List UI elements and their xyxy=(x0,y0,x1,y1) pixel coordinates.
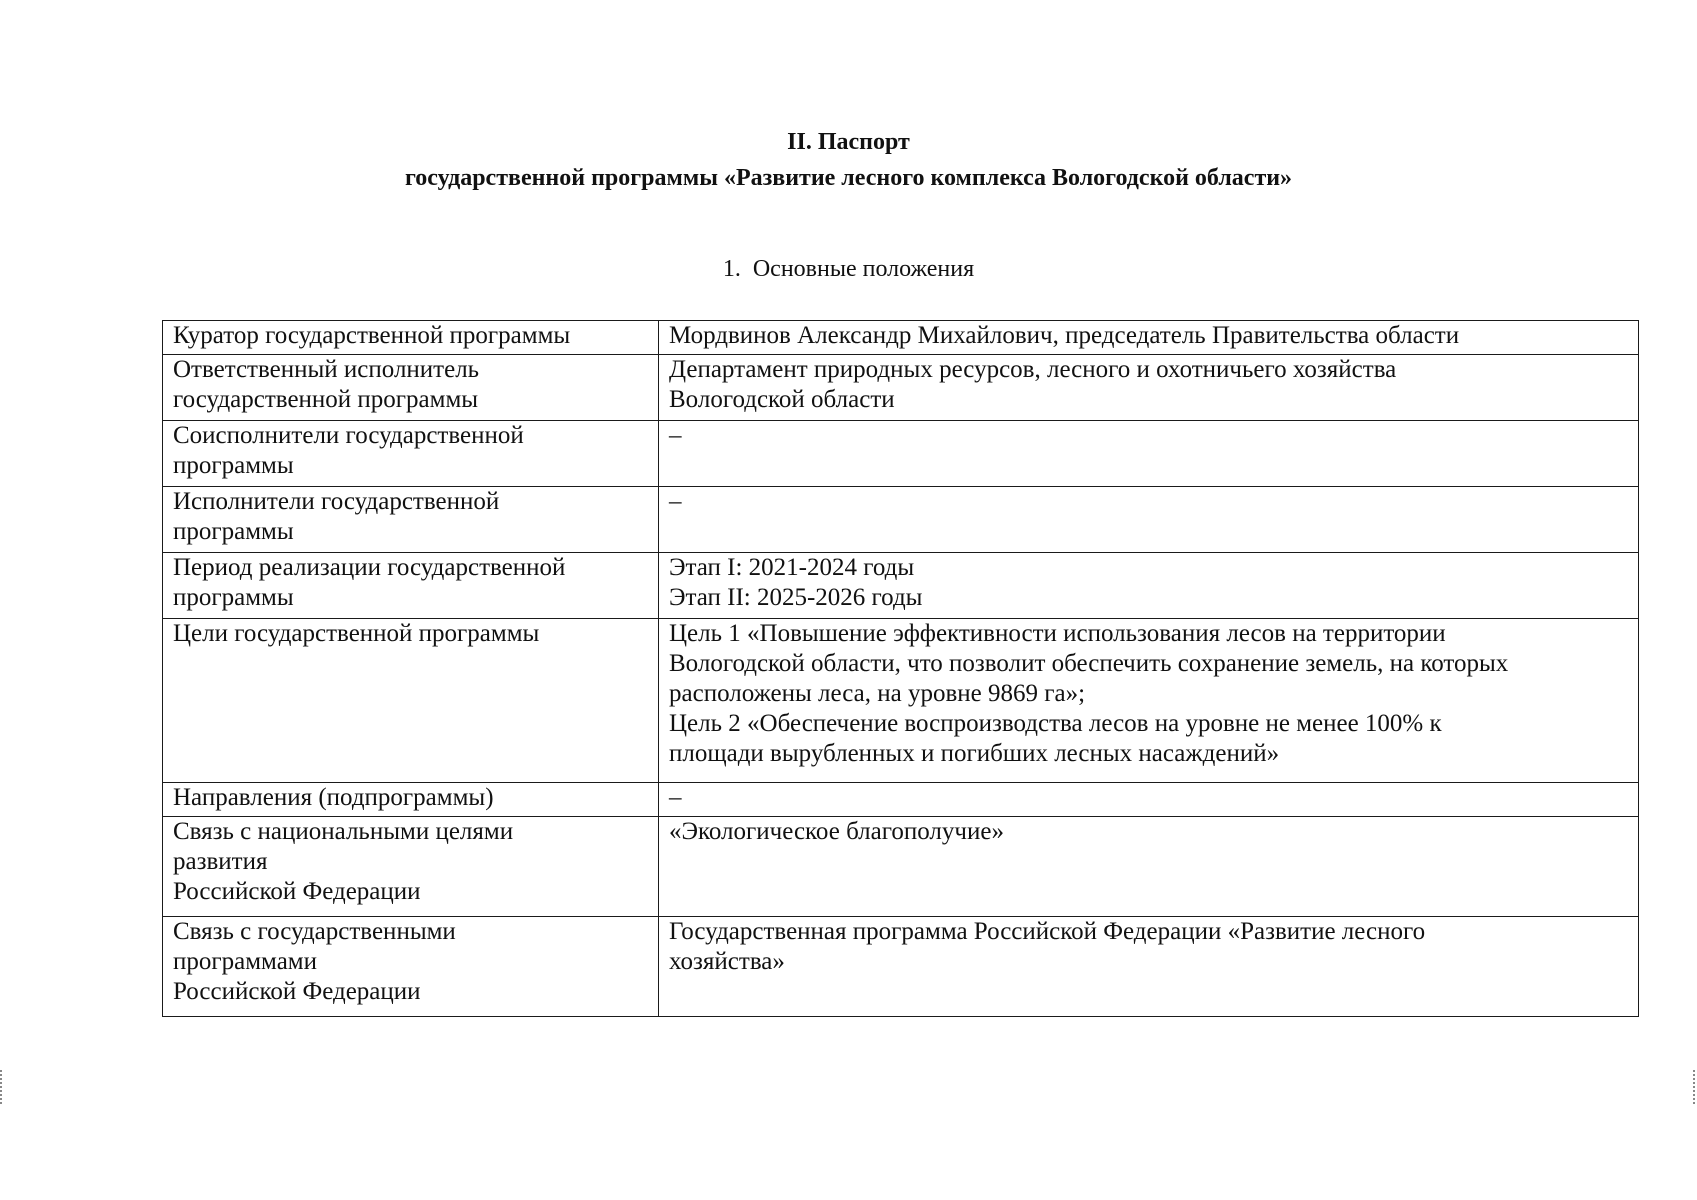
table-row xyxy=(163,783,1639,817)
table-row xyxy=(163,487,1639,553)
row-label-cell xyxy=(163,487,659,553)
row-label-line: Связь с государственными xyxy=(173,918,456,945)
table-row xyxy=(163,917,1639,1017)
section-number: 1. xyxy=(722,256,741,282)
title-line-1: II. Паспорт xyxy=(787,129,910,155)
row-value-cell xyxy=(659,619,1639,783)
row-label-line: программами xyxy=(173,948,317,975)
row-label-line: программы xyxy=(173,518,294,545)
row-value-line: расположены леса, на уровне 9869 га»; xyxy=(669,680,1086,707)
row-value-line: Этап I: 2021-2024 годы xyxy=(669,554,915,581)
row-value-line: Вологодской области, что позволит обеспечить сохранение земель, на которых xyxy=(669,650,1509,677)
title-line-2: государственной программы «Развитие лесного комплекса Вологодской области» xyxy=(404,165,1293,191)
row-value-line: Цель 1 «Повышение эффективности использования лесов на территории xyxy=(669,620,1446,647)
row-value-cell xyxy=(659,783,1639,817)
row-value-cell xyxy=(659,355,1639,421)
table-row xyxy=(163,619,1639,783)
right-margin-mark xyxy=(1693,1070,1697,1104)
row-label-line: Куратор государственной программы xyxy=(173,322,571,349)
row-label-cell xyxy=(163,421,659,487)
row-value-line: хозяйства» xyxy=(669,948,785,975)
row-label-line: Российской Федерации xyxy=(173,878,421,905)
row-label-line: Соисполнители государственной xyxy=(173,422,524,449)
passport-table xyxy=(162,320,1639,1017)
row-value-line: «Экологическое благополучие» xyxy=(669,818,1004,845)
row-label-line: государственной программы xyxy=(173,386,479,413)
row-value-line: Цель 2 «Обеспечение воспроизводства лесов на уровне не менее 100% к xyxy=(669,710,1442,737)
row-label-cell xyxy=(163,917,659,1017)
row-label-line: Цели государственной программы xyxy=(173,620,540,647)
row-label-cell xyxy=(163,321,659,355)
row-label-line: Связь с национальными целями xyxy=(173,818,514,845)
row-label-cell xyxy=(163,619,659,783)
table-row xyxy=(163,321,1639,355)
row-label-line: Период реализации государственной xyxy=(173,554,566,581)
row-value-cell xyxy=(659,487,1639,553)
row-value-cell xyxy=(659,817,1639,917)
row-value-cell xyxy=(659,321,1639,355)
left-margin-mark xyxy=(0,1070,4,1104)
row-value-line: Вологодской области xyxy=(669,386,895,413)
row-label-cell xyxy=(163,817,659,917)
row-value-line: Департамент природных ресурсов, лесного и охотничьего хозяйства xyxy=(669,356,1397,383)
row-value-cell xyxy=(659,917,1639,1017)
row-label-cell xyxy=(163,783,659,817)
document-title xyxy=(0,124,1697,196)
row-label-line: Направления (подпрограммы) xyxy=(173,784,494,811)
row-label-line: программы xyxy=(173,452,294,479)
row-label-line: Ответственный исполнитель xyxy=(173,356,480,383)
table-row xyxy=(163,421,1639,487)
section-heading xyxy=(0,254,1697,284)
table-row xyxy=(163,817,1639,917)
row-value-line: Мордвинов Александр Михайлович, председатель Правительства области xyxy=(669,322,1460,349)
row-label-cell xyxy=(163,553,659,619)
row-value-cell xyxy=(659,421,1639,487)
row-label-line: Российской Федерации xyxy=(173,978,421,1005)
row-label-line: программы xyxy=(173,584,294,611)
table-row xyxy=(163,355,1639,421)
row-value-line: площади вырубленных и погибших лесных насаждений» xyxy=(669,740,1280,767)
table-row xyxy=(163,553,1639,619)
row-value-cell xyxy=(659,553,1639,619)
section-title: Основные положения xyxy=(752,256,975,282)
row-label-line: Исполнители государственной xyxy=(173,488,500,515)
row-value-line: Этап II: 2025-2026 годы xyxy=(669,584,923,611)
row-value-line: – xyxy=(669,422,682,449)
row-value-line: – xyxy=(669,488,682,515)
row-label-line: развития xyxy=(173,848,268,875)
row-label-cell xyxy=(163,355,659,421)
row-value-line: – xyxy=(669,784,682,811)
row-value-line: Государственная программа Российской Федерации «Развитие лесного xyxy=(669,918,1426,945)
